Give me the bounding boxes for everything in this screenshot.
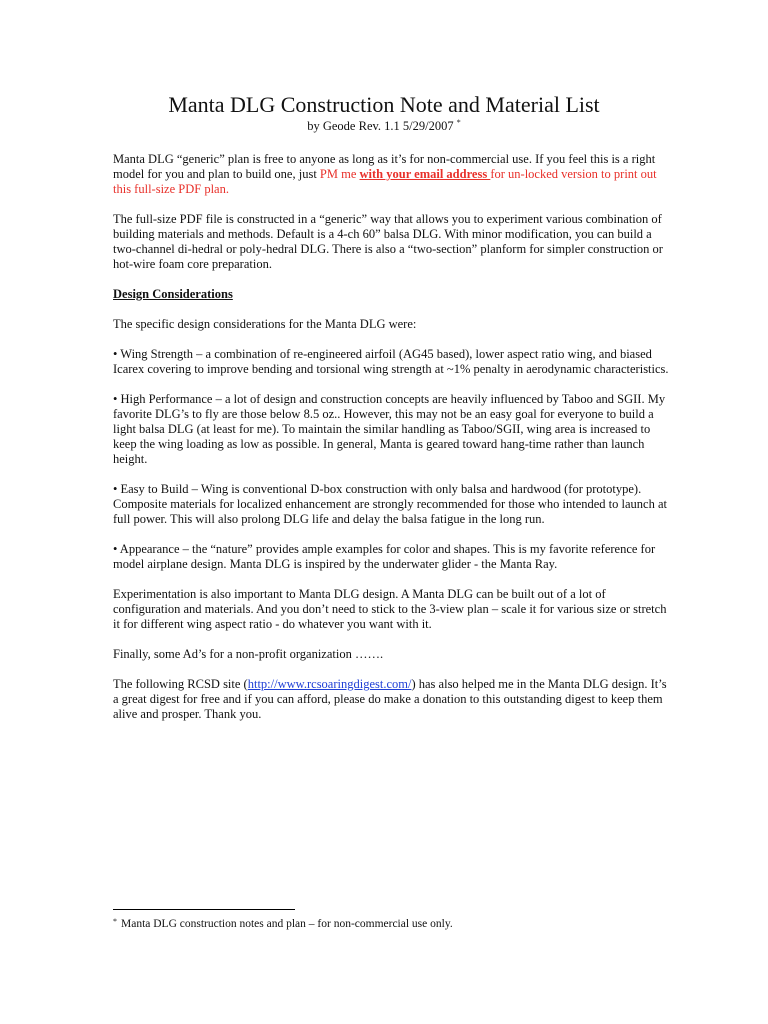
byline-text: by Geode Rev. 1.1 5/29/2007 (307, 119, 454, 133)
intro-paragraph (113, 152, 673, 197)
byline (0, 118, 768, 134)
footnote-divider (113, 909, 295, 910)
design-intro: The specific design considerations for the Manta DLG were: (113, 317, 417, 331)
email-address-text: with your email address (359, 167, 491, 181)
rcsd-after: ) has also helped me in the Manta DLG design. It’s a great digest for free and if you can afford, please do make a donation to this outstanding digest to keep them alive and prosper. Thank you. (113, 677, 667, 721)
pm-me-text: PM me (319, 167, 360, 181)
footnote (113, 917, 673, 931)
bullet-easy-to-build: • Easy to Build – Wing is conventional D-box construction with only balsa and hardwood (for prototype). Composite materials for localized enhancement are strongly recommended for those who intended to launch at full power. This will also prolong DLG life and delay the balsa fatigue in the long run. (113, 482, 667, 526)
footnote-marker: * (113, 917, 117, 926)
bullet-wing-strength: • Wing Strength – a combination of re-engineered airfoil (AG45 based), lower aspect ratio wing, and biased Icarex covering to improve bending and torsional wing strength at ~1% penalty in aerodynamic characteristics. (113, 347, 669, 376)
experimentation-paragraph: Experimentation is also important to Manta DLG design. A Manta DLG can be built out of a lot of configuration and materials. And you don’t need to stick to the 3-view plan – scale it for various size or stretch it for different wing aspect ratio - do whatever you want with it. (113, 587, 667, 631)
document-title: Manta DLG Construction Note and Material List (168, 92, 600, 117)
byline-footnote-marker: * (456, 118, 461, 127)
rcsd-before: The following RCSD site ( (113, 677, 248, 691)
pdf-paragraph: The full-size PDF file is constructed in a “generic” way that allows you to experiment various combination of building materials and methods. Default is a 4-ch 60” balsa DLG. With minor modification, you can build a two-channel di-hedral or poly-hedral DLG. There is also a “two-section” planform for simpler construction or hot-wire foam core preparation. (113, 212, 663, 271)
bullet-appearance: • Appearance – the “nature” provides ample examples for color and shapes. This is my favorite reference for model airplane design. Manta DLG is inspired by the underwater glider - the Manta Ray. (113, 542, 656, 571)
bullet-high-performance: • High Performance – a lot of design and construction concepts are heavily influenced by Taboo and SGII. My favorite DLG’s to fly are those below 8.5 oz.. However, this may not be an easy goal for everyone to build a light balsa DLG (at least for me). To maintain the similar handling as Taboo/SGII, wing area is increased to keep the wing loading as low as possible. In general, Manta is geared toward hang-time rather than launch height. (113, 392, 666, 466)
finally-paragraph: Finally, some Ad’s for a non-profit organization ……. (113, 647, 384, 661)
intro-text: Manta DLG “generic” plan is free to anyone as long as it’s for non-commercial use. If you feel this is a right model for you and plan to build one, just (113, 152, 656, 181)
footnote-text: Manta DLG construction notes and plan – for non-commercial use only. (121, 918, 453, 930)
design-heading: Design Considerations (113, 287, 233, 301)
document-body (113, 152, 673, 737)
intro-tail-text: for un-locked version to print out this full-size PDF plan. (113, 167, 657, 196)
rcsd-paragraph (113, 677, 673, 722)
rcsd-link[interactable]: http://www.rcsoaringdigest.com/ (247, 677, 412, 691)
